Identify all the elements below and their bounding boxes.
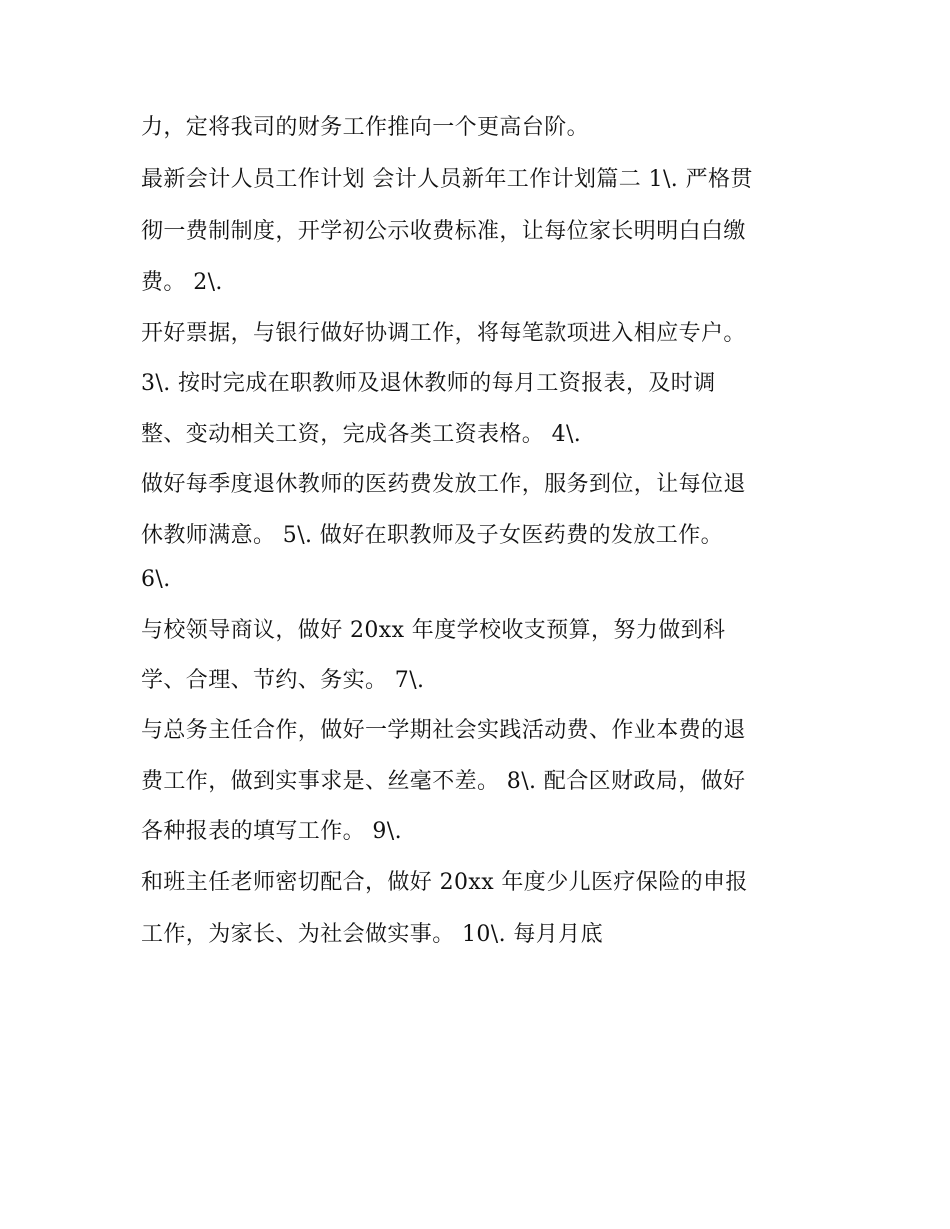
text-line: 休教师满意。 5\. 做好在职教师及子女医药费的发放工作。 [141,523,723,548]
text-line: 力，定将我司的财务工作推向一个更高台阶。 [141,115,590,140]
text-line: 3\. 按时完成在职教师及退休教师的每月工资报表，及时调 [141,371,716,396]
text-line: 彻一费制制度，开学初公示收费标准，让每位家长明明白白缴 [141,219,746,244]
text-line: 和班主任老师密切配合，做好 20xx 年度少儿医疗保险的申报 [141,870,748,895]
text-line: 费。 2\. [141,270,223,295]
text-line: 各种报表的填写工作。 9\. [141,819,402,844]
text-line: 最新会计人员工作计划 会计人员新年工作计划篇二 1\. 严格贯 [141,167,753,192]
text-line: 与校领导商议，做好 20xx 年度学校收支预算，努力做到科 [141,618,726,643]
text-line: 整、变动相关工资，完成各类工资表格。 4\. [141,422,582,447]
text-line: 费工作，做到实事求是、丝毫不差。 8\. 配合区财政局，做好 [141,769,746,794]
text-line: 6\. [141,567,171,592]
text-line: 学、合理、节约、务实。 7\. [141,668,425,693]
text-line: 开好票据，与银行做好协调工作，将每笔款项进入相应专户。 [141,321,746,346]
text-line: 与总务主任合作，做好一学期社会实践活动费、作业本费的退 [141,718,746,743]
text-line: 做好每季度退休教师的医药费发放工作，服务到位，让每位退 [141,472,746,497]
text-line: 工作，为家长、为社会做实事。 10\. 每月月底 [141,922,603,947]
